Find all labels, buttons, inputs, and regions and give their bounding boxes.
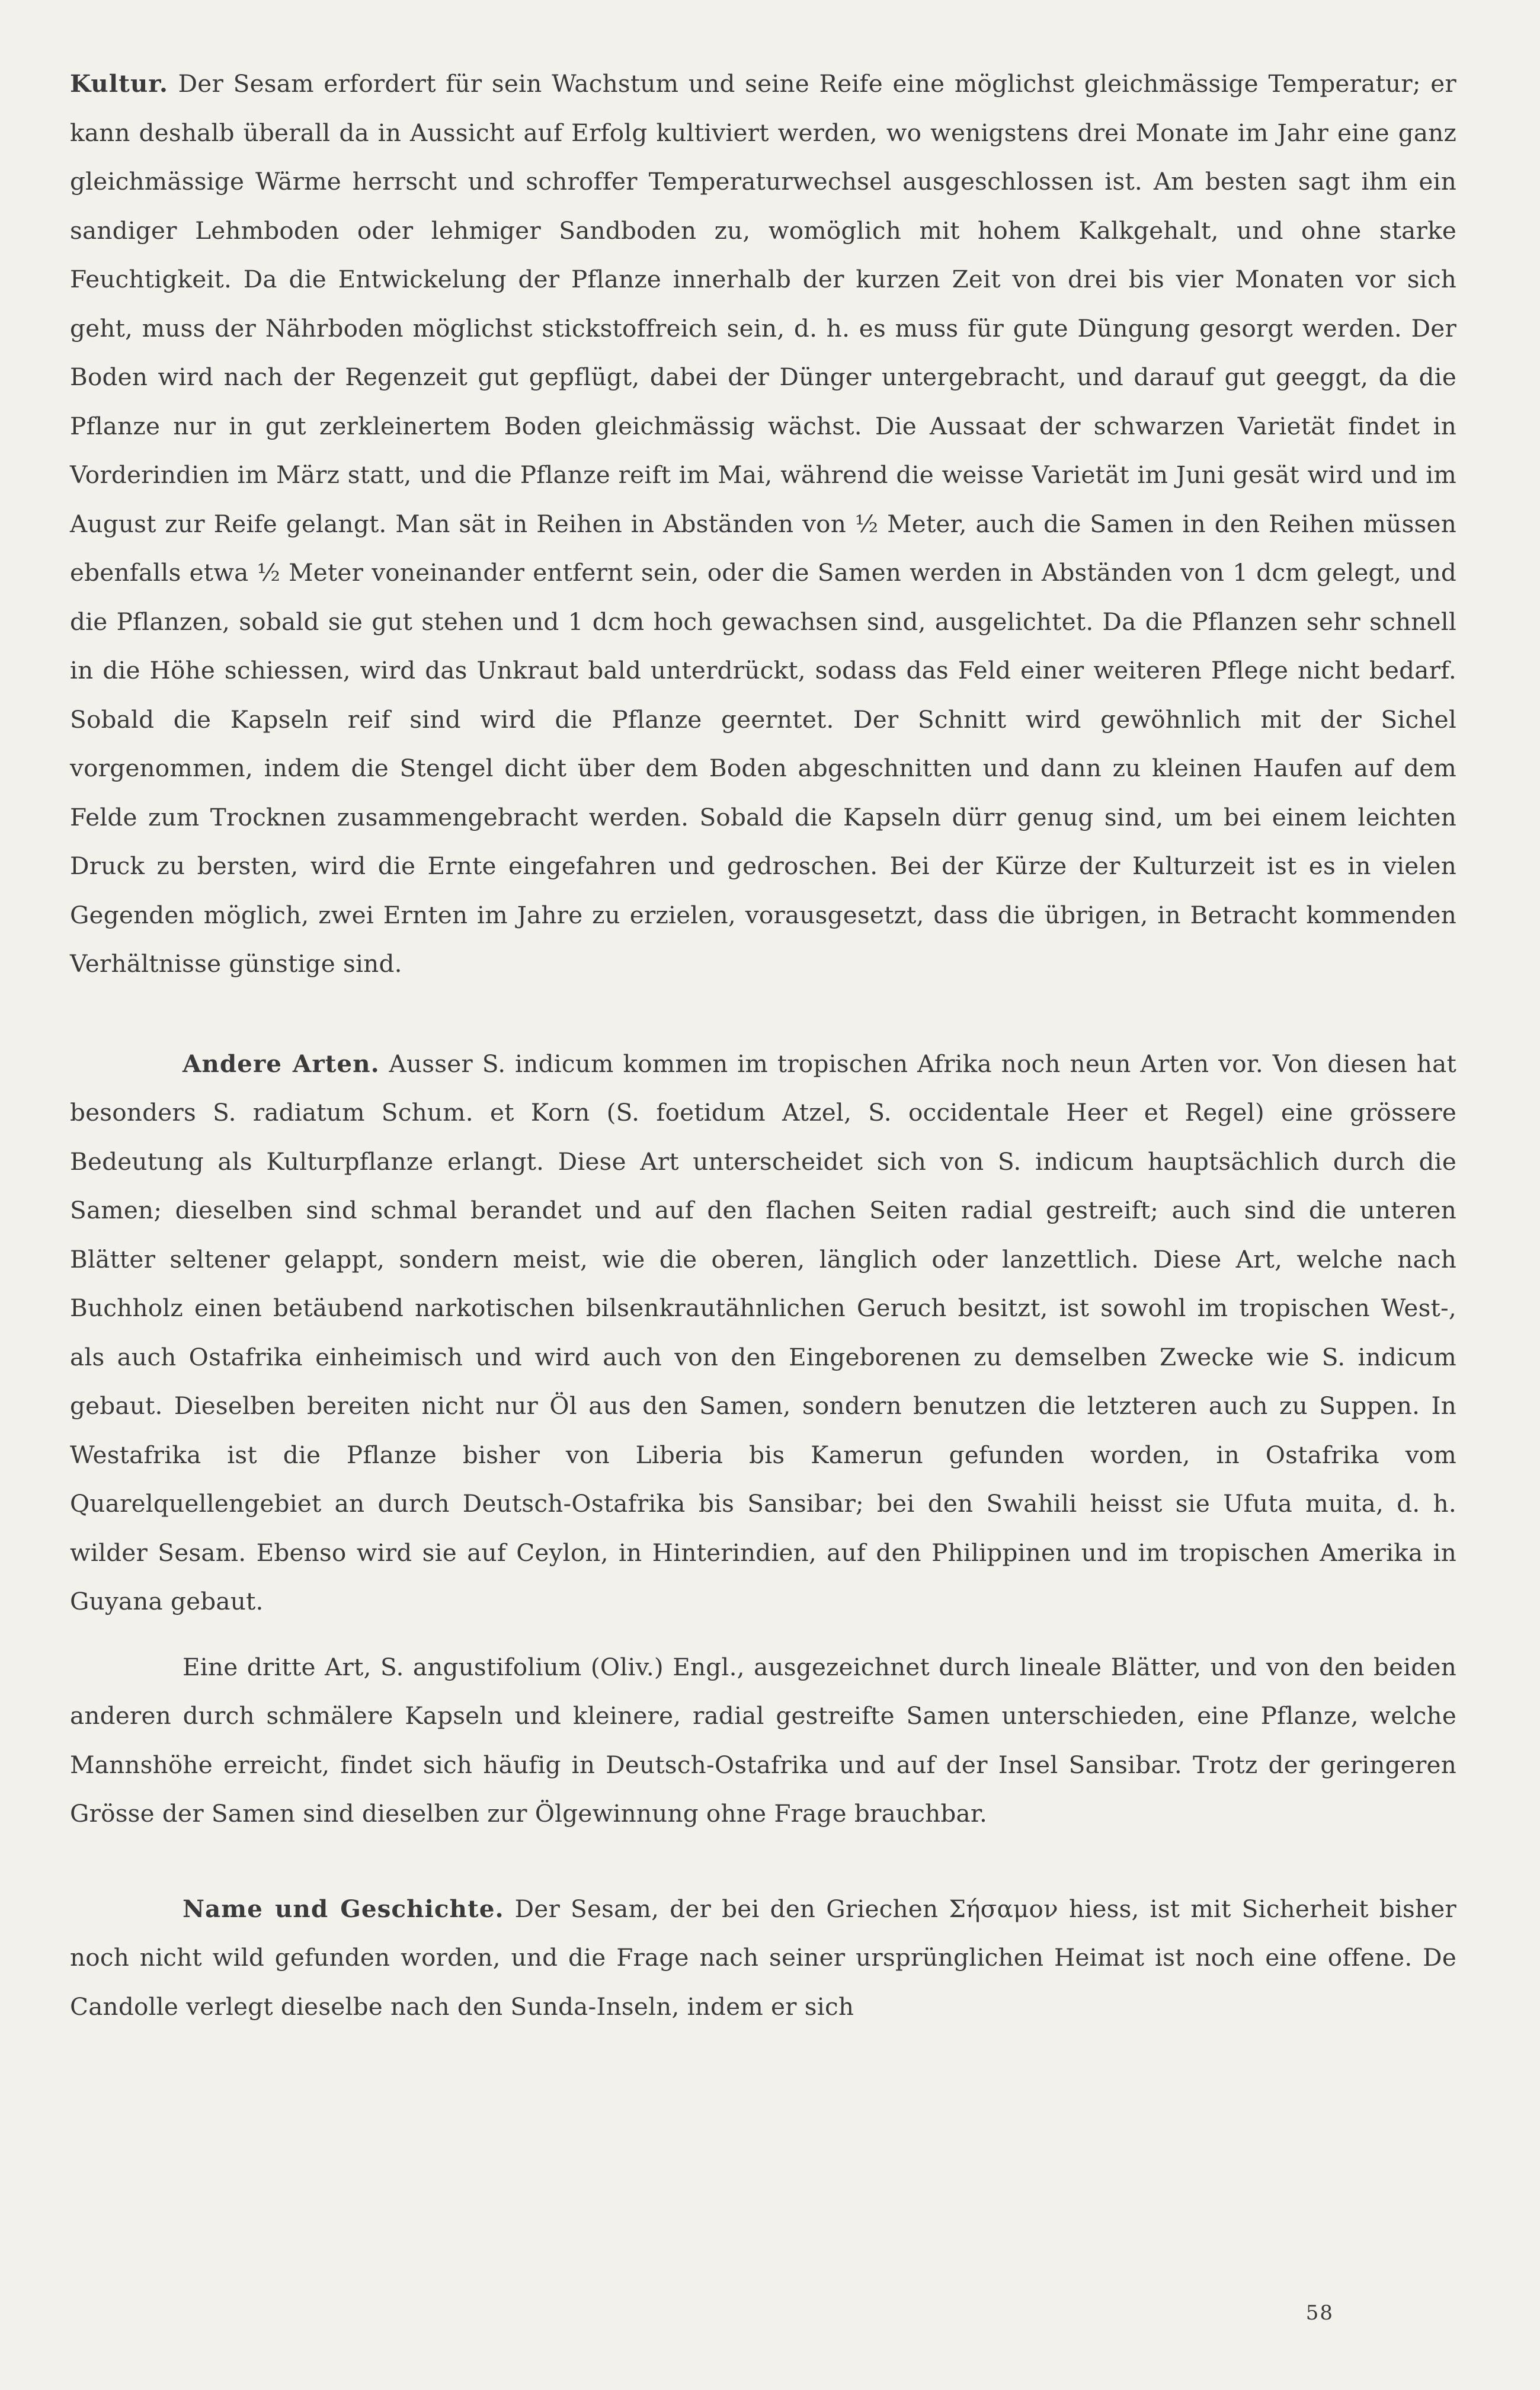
section-text: Ausser S. indicum kommen im tropischen Afrika noch neun Arten vor. Von diesen hat besonders S. radiatum Schum. et Korn (S. foetidum Atzel, S. occidentale Heer et Regel) eine grössere Bedeutung als Kulturpflanze erlangt. Diese Art unterscheidet sich von S. indicum hauptsächlich durch die Samen; dieselben sind schmal berandet und auf den flachen Seiten radial gestreift; auch sind die unteren Blätter seltener gelappt, sondern meist, wie die oberen, länglich oder lanzettlich. Diese Art, welche nach Buchholz einen betäubend narkotischen bilsenkrautähnlichen Geruch besitzt, ist sowohl im tropischen West-, als auch Ostafrika einheimisch und wird auch von den Eingeborenen zu demselben Zwecke wie S. indicum gebaut. Dieselben bereiten nicht nur Öl aus den Samen, sondern benutzen die letzteren auch zu Suppen. In Westafrika ist die Pflanze bisher von Liberia bis Kamerun gefunden worden, in Ostafrika vom Quarelquellengebiet an durch Deutsch-Ostafrika bis Sansibar; bei den Swahili heisst sie Ufuta muita, d. h. wilder Sesam. Ebenso wird sie auf Ceylon, in Hinterindien, auf den Philippinen und im tropischen Amerika in Guyana gebaut.: [70, 1049, 1456, 1615]
section-name-und-geschichte: [70, 1885, 1456, 2031]
section-heading: Name und Geschichte.: [183, 1894, 504, 1923]
section-andere-arten: [70, 1039, 1456, 1626]
section-text: Der Sesam, der bei den Griechen Σήσαμον hiess, ist mit Sicherheit bisher noch nicht wild gefunden worden, und die Frage nach seiner ursprünglichen Heimat ist noch eine offene. De Candolle verlegt dieselbe nach den Sunda-Inseln, indem er sich: [70, 1894, 1456, 2021]
section-text: Eine dritte Art, S. angustifolium (Oliv.) Engl., ausgezeichnet durch lineale Blätter, und von den beiden anderen durch schmälere Kapseln und kleinere, radial gestreifte Samen unterschieden, eine Pflanze, welche Mannshöhe erreicht, findet sich häufig in Deutsch-Ostafrika und auf der Insel Sansibar. Trotz der geringeren Grösse der Samen sind dieselben zur Ölgewinnung ohne Frage brauchbar.: [70, 1652, 1456, 1828]
paragraph-dritte-art: [70, 1643, 1456, 1838]
section-heading: Andere Arten.: [183, 1049, 380, 1078]
section-text: Der Sesam erfordert für sein Wachstum und seine Reife eine möglichst gleichmässige Temperatur; er kann deshalb überall da in Aussicht auf Erfolg kultiviert werden, wo wenigstens drei Monate im Jahr eine ganz gleichmässige Wärme herrscht und schroffer Temperaturwechsel ausgeschlossen ist. Am besten sagt ihm ein sandiger Lehmboden oder lehmiger Sandboden zu, womöglich mit hohem Kalkgehalt, und ohne starke Feuchtigkeit. Da die Entwickelung der Pflanze innerhalb der kurzen Zeit von drei bis vier Monaten vor sich geht, muss der Nährboden möglichst stickstoffreich sein, d. h. es muss für gute Düngung gesorgt werden. Der Boden wird nach der Regenzeit gut gepflügt, dabei der Dünger untergebracht, und darauf gut geeggt, da die Pflanze nur in gut zerkleinertem Boden gleichmässig wächst. Die Aussaat der schwarzen Varietät findet in Vorderindien im März statt, und die Pflanze reift im Mai, während die weisse Varietät im Juni gesät wird und im August zur Reife gelangt. Man sät in Reihen in Abständen von ½ Meter, auch die Samen in den Reihen müssen ebenfalls etwa ½ Meter voneinander entfernt sein, oder die Samen werden in Abständen von 1 dcm gelegt, und die Pflanzen, sobald sie gut stehen und 1 dcm hoch gewachsen sind, ausgelichtet. Da die Pflanzen sehr schnell in die Höhe schiessen, wird das Unkraut bald unterdrückt, sodass das Feld einer weiteren Pflege nicht bedarf. Sobald die Kapseln reif sind wird die Pflanze geerntet. Der Schnitt wird gewöhnlich mit der Sichel vorgenommen, indem die Stengel dicht über dem Boden abgeschnitten und dann zu kleinen Haufen auf dem Felde zum Trocknen zusammengebracht werden. Sobald die Kapseln dürr genug sind, um bei einem leichten Druck zu bersten, wird die Ernte eingefahren und gedroschen. Bei der Kürze der Kulturzeit ist es in vielen Gegenden möglich, zwei Ernten im Jahre zu erzielen, vorausgesetzt, dass die übrigen, in Betracht kommenden Verhältnisse günstige sind.: [70, 69, 1456, 978]
section-kultur: [70, 59, 1456, 988]
section-heading: Kultur.: [70, 69, 169, 98]
book-page: [70, 59, 1456, 2031]
page-number: 58: [1305, 2301, 1334, 2325]
